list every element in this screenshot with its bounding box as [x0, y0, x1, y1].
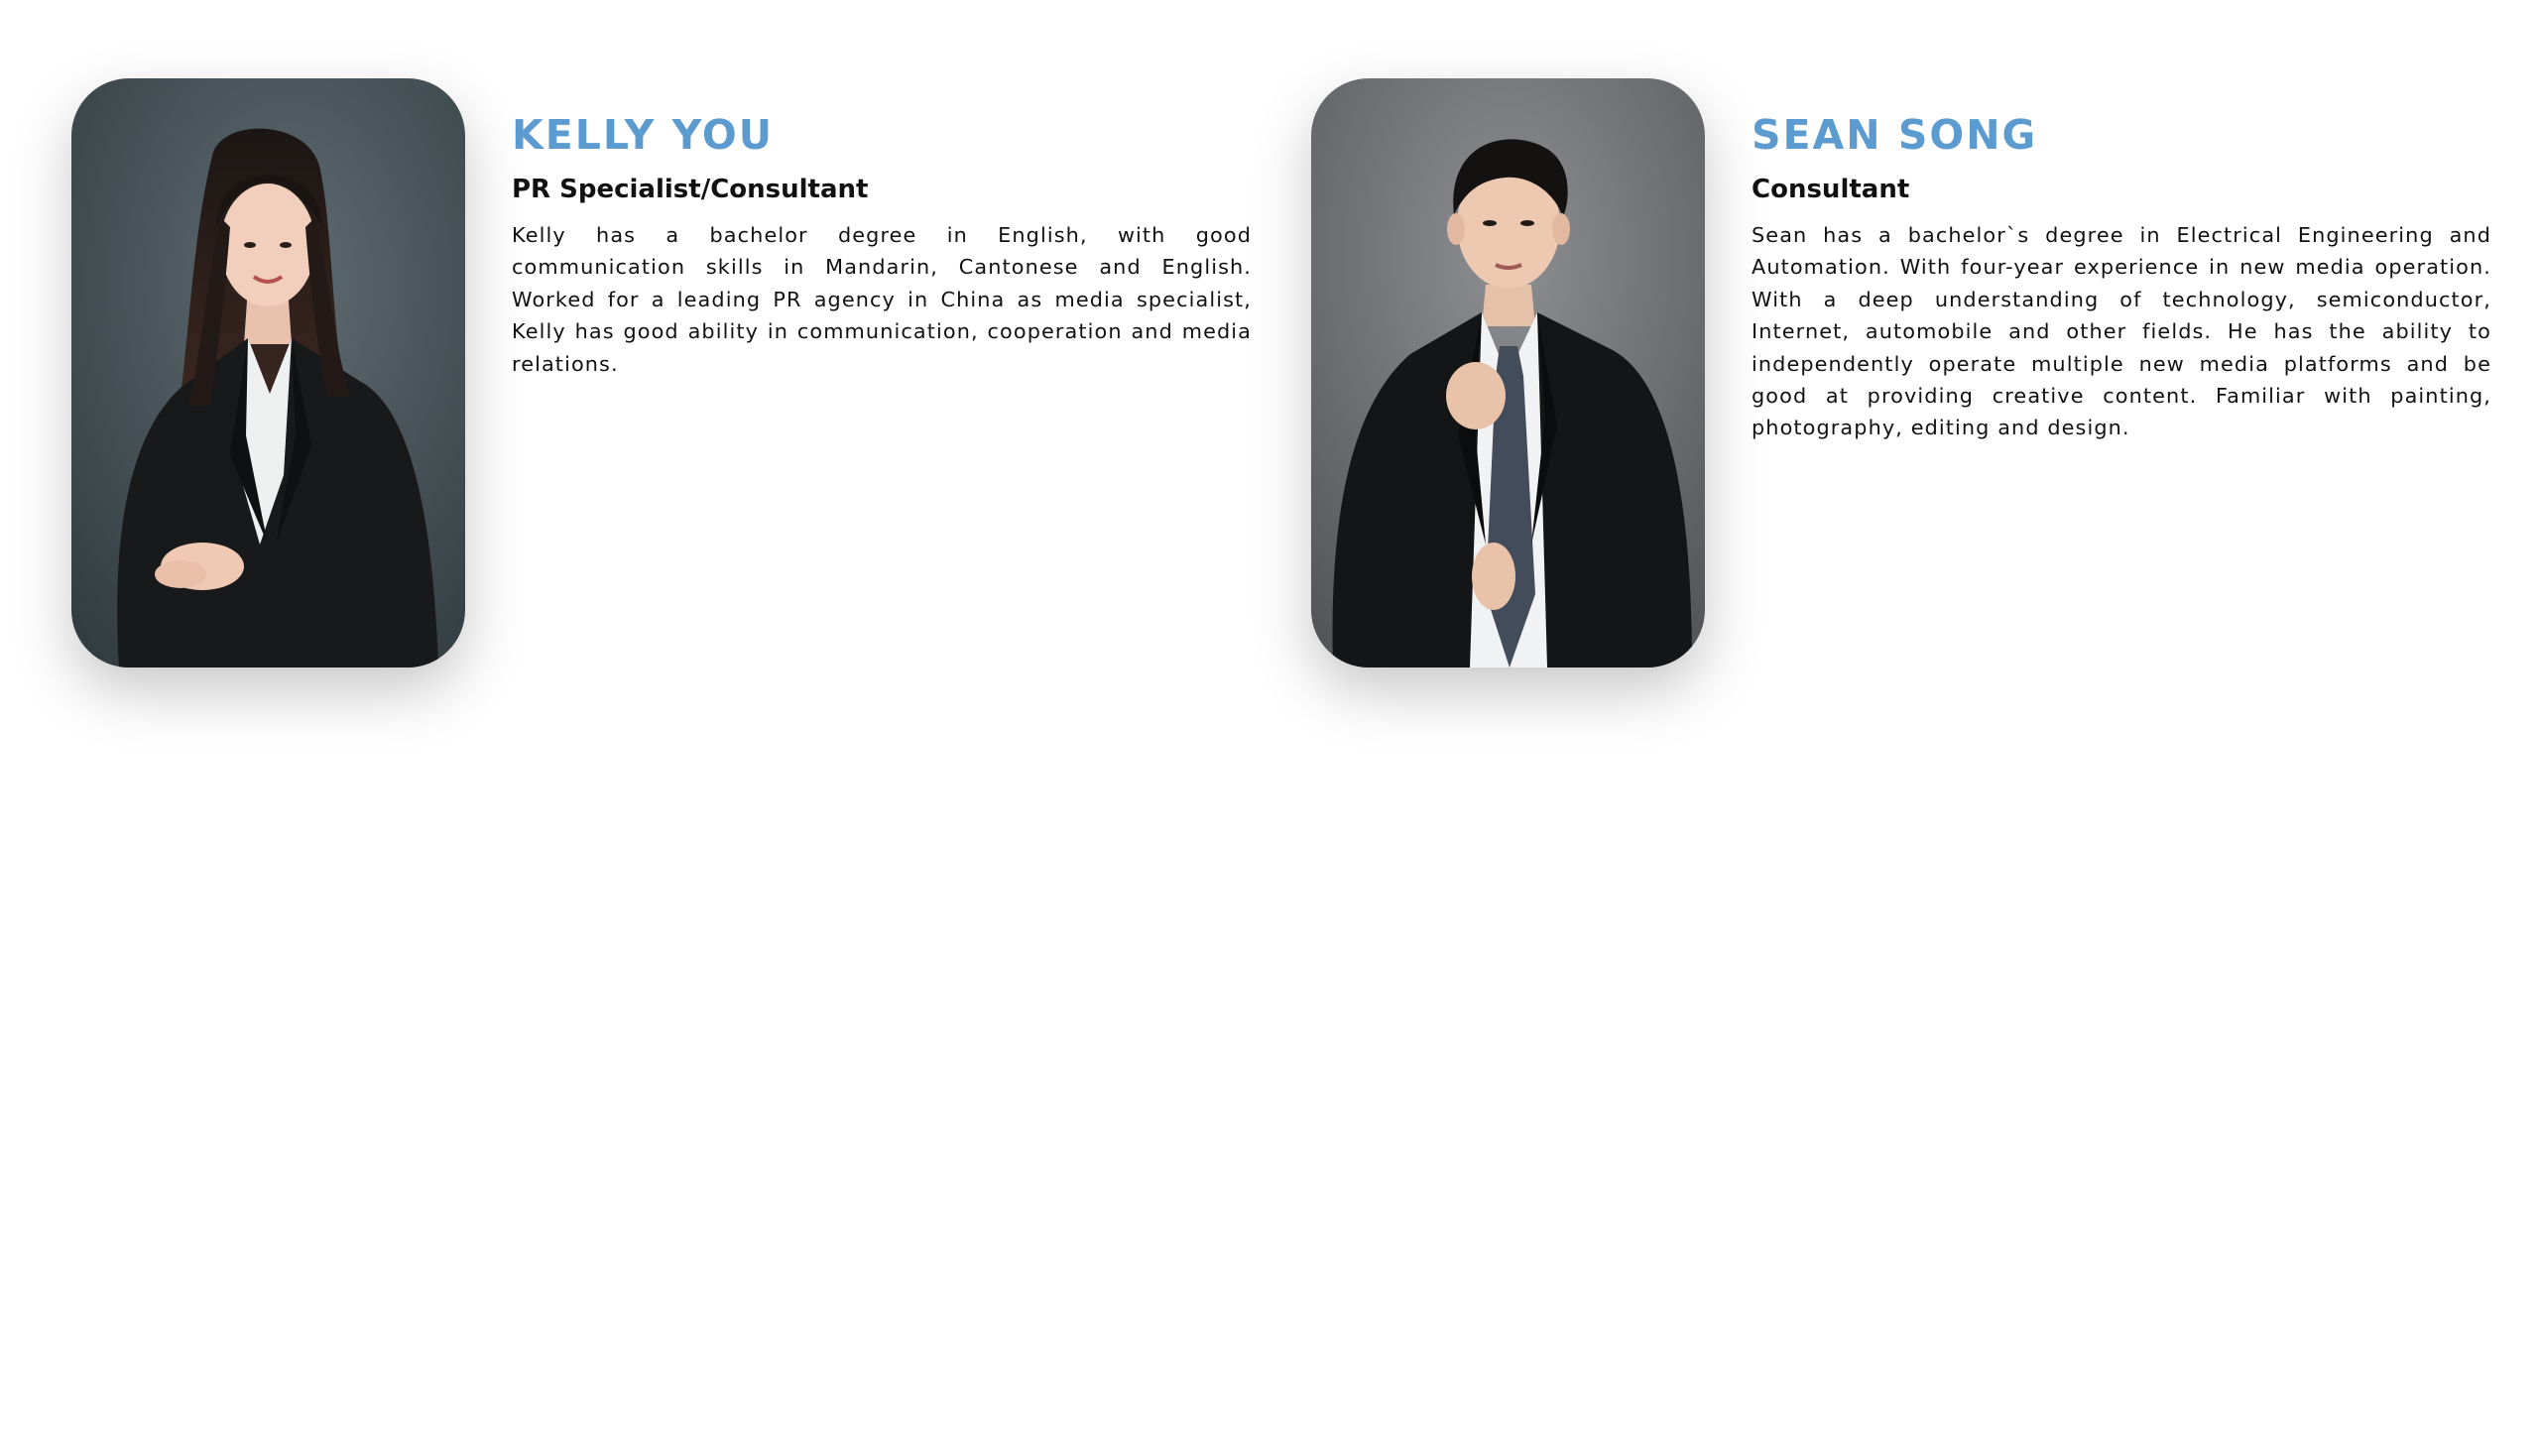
member-role: PR Specialist/Consultant [512, 175, 869, 204]
member-role: Consultant [1752, 175, 1910, 204]
member-card-kelly-you [71, 78, 1252, 667]
member-info [1752, 78, 2491, 444]
member-name: KELLY YOU [512, 111, 774, 159]
portrait-photo-woman [71, 78, 465, 667]
member-photo [71, 78, 465, 667]
member-bio: Sean has a bachelor`s degree in Electrical Engineering and Automation. With four-year experience in new media operation. With a deep understanding of technology, semiconductor, Internet, automobile and other fields. He has the ability to independently operate multiple new media platforms and be good at providing creative content. Familiar with painting, photography, editing and design. [1752, 223, 2491, 440]
member-bio: Kelly has a bachelor degree in English, with good communication skills in Mandarin, Cantonese and English. Worked for a leading PR agency in China as media specialist, Kelly has good ability in communication, cooperation and media relations. [512, 223, 1252, 376]
member-card-sean-song [1311, 78, 2491, 667]
portrait-photo-man [1311, 78, 1705, 667]
team-grid [71, 78, 2491, 667]
member-name: SEAN SONG [1752, 111, 2038, 159]
member-info [512, 78, 1252, 380]
member-photo [1311, 78, 1705, 667]
